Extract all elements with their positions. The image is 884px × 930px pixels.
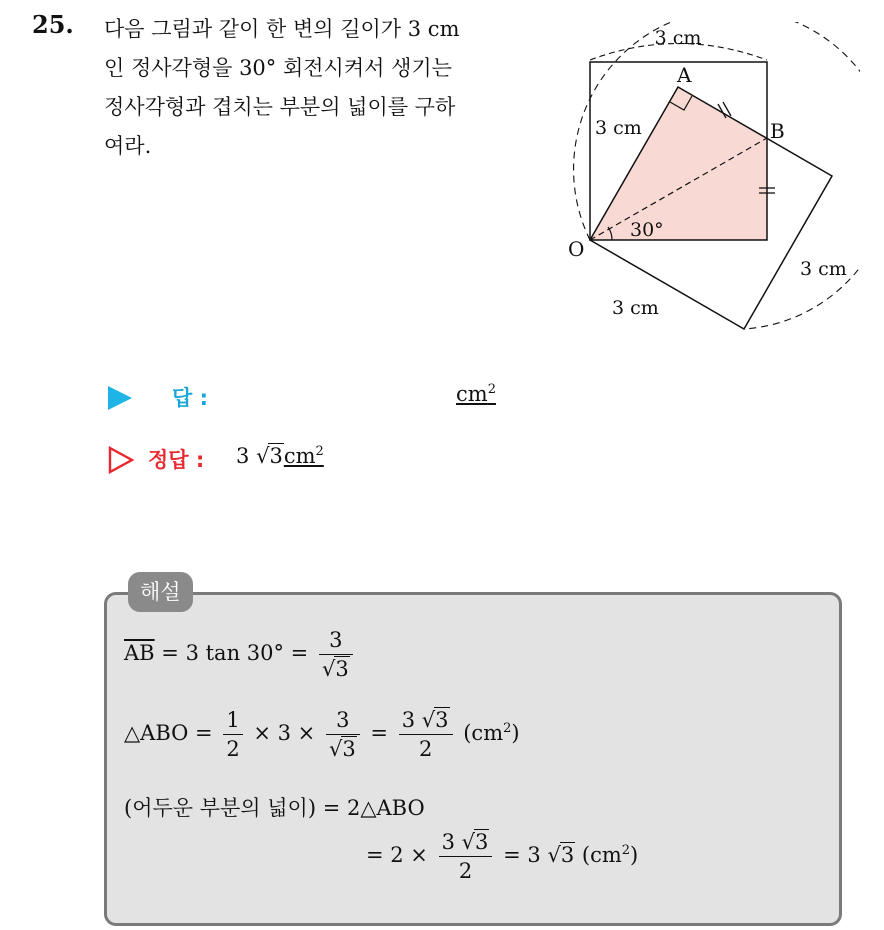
answer-label: 답 : [172, 386, 208, 410]
question-line-2: 인 정사각형을 30° 회전시켜서 생기는 [104, 56, 452, 80]
rotated-squares-figure [560, 22, 860, 342]
answer-unit[interactable]: $cm^2$ [456, 382, 496, 406]
question-line-3: 정사각형과 겹치는 부분의 넓이를 구하 [104, 95, 456, 119]
question-number: 25. [32, 10, 74, 39]
label-point-a: A [677, 63, 692, 87]
play-arrow-icon [108, 386, 132, 410]
solution-line-1: $\overline{AB} = 3$ tan 30° = $\frac{3}{√3}$ [124, 626, 357, 683]
solution-line-3: (어두운 부분의 넓이) = 2△ABO [124, 796, 425, 820]
label-point-o: O [568, 237, 585, 261]
overlap-region [590, 87, 767, 240]
question-line-4: 여라. [104, 134, 152, 158]
label-point-b: B [770, 119, 785, 143]
solution-tag: 해설 [128, 572, 193, 612]
question-text [104, 10, 544, 166]
question-line-1: 다음 그림과 같이 한 변의 길이가 3 cm [104, 17, 460, 41]
solution-line-2: △ABO = $\frac{1}{2}$ × 3 × $\frac{3}{√3}$ = $\frac{3 √3}{2}$ $(cm^2)$ [124, 708, 520, 761]
solution-line-4: = 2 × $\frac{3 √3}{2}$ = 3 √3 $(cm^2)$ [366, 830, 639, 883]
correct-answer-label: 정답 : [148, 448, 205, 472]
label-bottom: 3 cm [612, 297, 659, 319]
label-left: 3 cm [595, 117, 642, 139]
answer-row [108, 382, 528, 416]
correct-answer-row [108, 444, 528, 478]
correct-answer-value: 3 $√3cm^2$ [236, 444, 324, 468]
label-top: 3 cm [654, 27, 702, 49]
label-angle: 30° [630, 219, 664, 241]
label-right: 3 cm [800, 258, 847, 280]
outline-triangle-icon [108, 446, 134, 474]
